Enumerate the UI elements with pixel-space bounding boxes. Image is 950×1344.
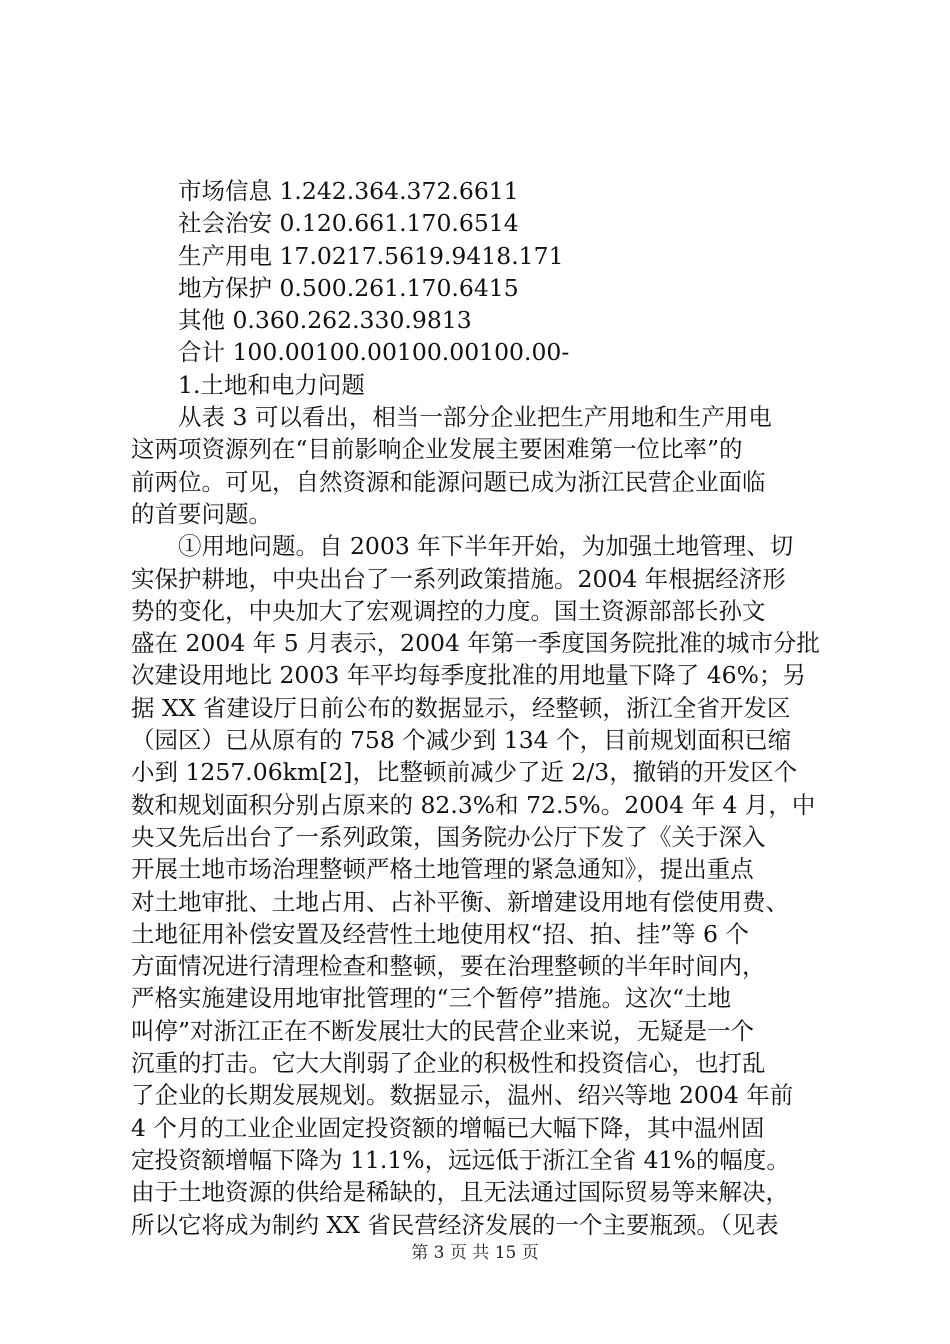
paragraph-line: 前两位。可见，自然资源和能源问题已成为浙江民营企业面临: [131, 467, 766, 496]
paragraph-line: 方面情况进行清理检查和整顿，要在治理整顿的半年时间内，: [131, 952, 766, 981]
paragraph-line: 小到 1257.06km[2]，比整顿前减少了近 2/3，撤销的开发区个: [131, 758, 798, 787]
paragraph-line: 叫停”对浙江正在不断发展壮大的民营企业来说，无疑是一个: [131, 1016, 755, 1045]
paragraph-line: 次建设用地比 2003 年平均每季度批准的用地量下降了 46%；另: [131, 661, 806, 690]
paragraph-line: 盛在 2004 年 5 月表示，2004 年第一季度国务院批准的城市分批: [131, 629, 820, 658]
paragraph-line: 央又先后出台了一系列政策，国务院办公厅下发了《关于深入: [131, 822, 766, 851]
paragraph-line: 数和规划面积分别占原来的 82.3%和 72.5%。2004 年 4 月，中: [131, 790, 816, 819]
paragraph-line: 实保护耕地，中央出台了一系列政策措施。2004 年根据经济形: [131, 564, 786, 593]
paragraph-line: 对土地审批、土地占用、占补平衡、新增建设用地有偿使用费、: [131, 887, 789, 916]
paragraph-line: 的首要问题。: [131, 499, 272, 528]
paragraph-line: 据 XX 省建设厅日前公布的数据显示，经整顿，浙江全省开发区: [131, 693, 791, 722]
paragraph-line: 沉重的打击。它大大削弱了企业的积极性和投资信心，也打乱: [131, 1049, 766, 1078]
table-rows: [131, 175, 841, 369]
section-heading: 1.土地和电力问题: [178, 370, 365, 399]
paragraph-1: [131, 401, 841, 530]
paragraph-line: 开展土地市场治理整顿严格土地管理的紧急通知》，提出重点: [131, 855, 754, 884]
table-row: 其他 0.360.262.330.9813: [178, 306, 472, 335]
paragraph-line: 土地征用补偿安置及经营性土地使用权“招、拍、挂”等 6 个: [131, 919, 749, 948]
paragraph-2: [131, 530, 841, 1241]
paragraph-line: 严格实施建设用地审批管理的“三个暂停”措施。这次“土地: [131, 984, 732, 1013]
paragraph-line: 这两项资源列在“目前影响企业发展主要困难第一位比率”的: [131, 435, 743, 464]
paragraph-line: 从表 3 可以看出，相当一部分企业把生产用地和生产用电: [178, 403, 772, 432]
paragraph-line: 定投资额增幅下降为 11.1%，远远低于浙江全省 41%的幅度。: [131, 1145, 790, 1174]
page-footer: 第 3 页 共 15 页: [411, 1243, 539, 1263]
table-row: 市场信息 1.242.364.372.6611: [178, 177, 519, 205]
table-row: 合计 100.00100.00100.00100.00-: [178, 338, 570, 367]
paragraph-line: 所以它将成为制约 XX 省民营经济发展的一个主要瓶颈。（见表: [131, 1210, 779, 1239]
table-row: 地方保护 0.500.261.170.6415: [178, 273, 519, 302]
table-row: 社会治安 0.120.661.170.6514: [178, 209, 519, 238]
paragraph-line: 势的变化，中央加大了宏观调控的力度。国土资源部部长孙文: [131, 596, 766, 625]
paragraph-line: 了企业的长期发展规划。数据显示，温州、绍兴等地 2004 年前: [131, 1081, 794, 1110]
paragraph-line: （园区）已从原有的 758 个减少到 134 个，目前规划面积已缩: [131, 726, 792, 755]
paragraph-line: 4 个月的工业企业固定投资额的增幅已大幅下降，其中温州固: [131, 1113, 765, 1142]
table-row: 生产用电 17.0217.5619.9418.171: [178, 241, 564, 270]
paragraph-line: ①用地问题。自 2003 年下半年开始，为加强土地管理、切: [178, 532, 794, 561]
document-body: [131, 175, 841, 1241]
paragraph-line: 由于土地资源的供给是稀缺的，且无法通过国际贸易等来解决，: [131, 1178, 789, 1207]
